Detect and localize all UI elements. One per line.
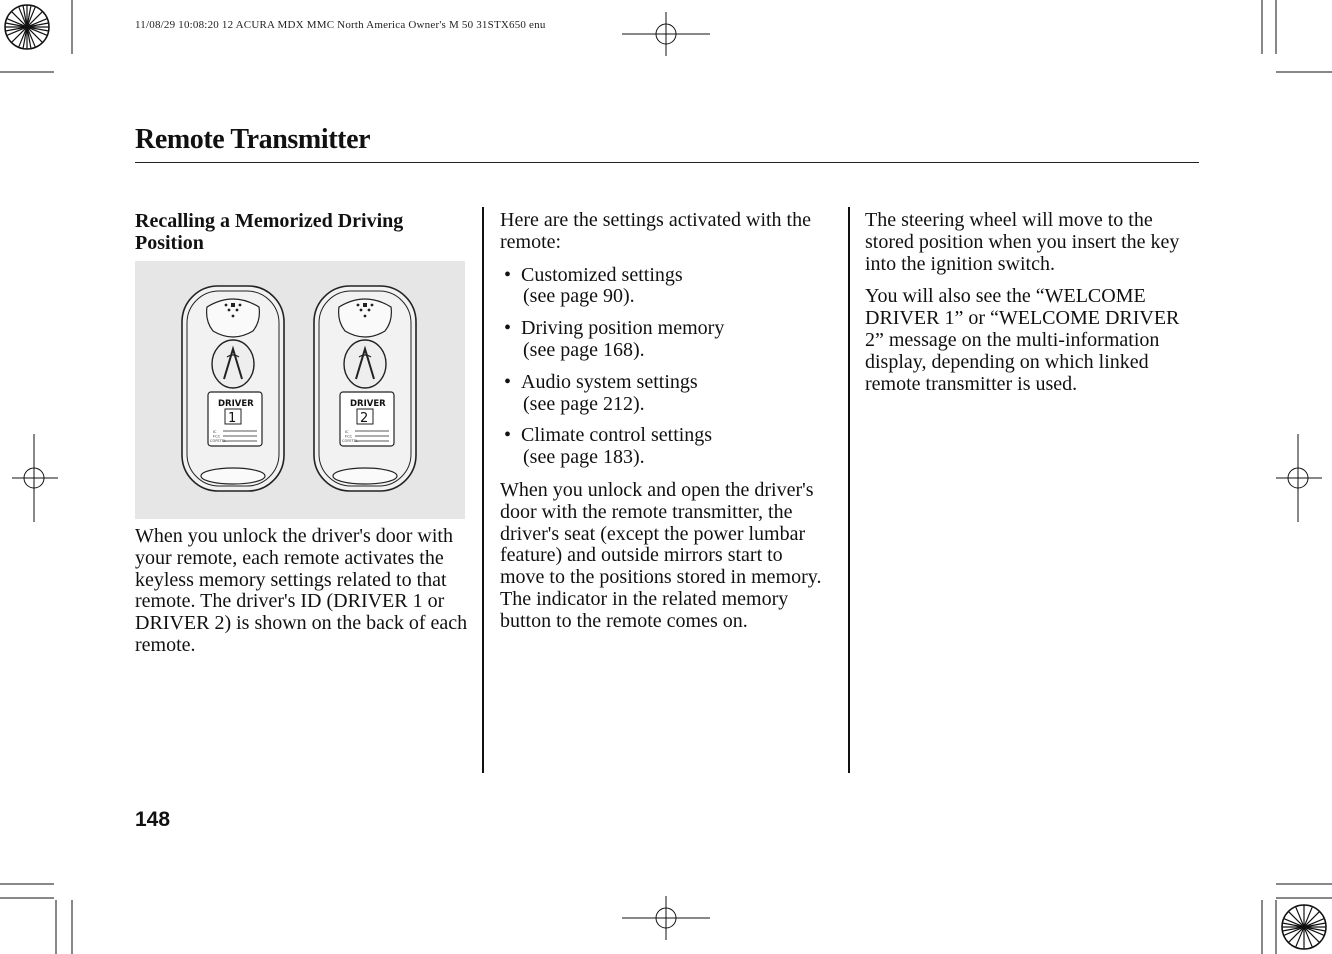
remote-transmitter-1 xyxy=(182,286,284,491)
column-1 xyxy=(135,210,470,254)
page-reference: (see page 183). xyxy=(523,446,645,469)
list-item: • Audio system settings (see page 212). xyxy=(500,372,830,416)
column-divider-1 xyxy=(482,207,484,773)
remote-transmitters-illustration xyxy=(135,261,465,519)
welcome-message-paragraph: You will also see the “WELCOME DRIVER 1” or “WELCOME DRIVER 2” message on the multi-information display, depending on which linked remote transmitter is used. xyxy=(865,285,1180,395)
section-heading: Recalling a Memorized Driving Position xyxy=(135,210,404,254)
remote-1-number: 1 xyxy=(228,411,237,426)
registration-mark-bottom-right xyxy=(1254,880,1332,954)
settings-intro: Here are the settings activated with the remote: xyxy=(500,209,811,253)
crop-mark-bottom-left xyxy=(0,880,80,954)
list-item: • Climate control settings (see page 183). xyxy=(500,425,830,469)
column-2 xyxy=(500,210,830,644)
column-2-paragraph: When you unlock and open the driver's door with the remote transmitter, the driver's seat (except the power lumbar feature) and outside mirrors start to move to the positions stored in memory. The indicator in the related memory button to the remote comes on. xyxy=(500,478,822,632)
bullet-icon: • xyxy=(504,424,512,447)
remote-1-label: DRIVER xyxy=(218,399,254,409)
column-1-paragraph: When you unlock the driver's door with your remote, each remote activates the keyless memory settings related to that remote. The driver's ID (DRIVER 1 or DRIVER 2) is shown on the back of each remote. xyxy=(135,525,468,656)
svg-text:COFETEL: COFETEL xyxy=(342,439,359,443)
page-number: 148 xyxy=(135,808,171,831)
svg-text:FCC: FCC xyxy=(213,434,221,439)
column-3 xyxy=(865,210,1199,406)
crosshair-mark-left-middle xyxy=(12,434,58,522)
remote-transmitters-figure xyxy=(135,261,465,519)
list-item: • Driving position memory (see page 168). xyxy=(500,318,830,362)
crosshair-mark-right-middle xyxy=(1276,434,1322,522)
bullet-icon: • xyxy=(504,370,512,393)
title-divider xyxy=(135,162,1199,163)
crosshair-mark-bottom-center xyxy=(622,896,710,942)
crop-mark-top-right xyxy=(1254,0,1332,80)
svg-text:COFETEL: COFETEL xyxy=(210,439,227,443)
bullet-icon: • xyxy=(504,263,512,286)
svg-text:IC: IC xyxy=(213,430,217,434)
print-job-header: 11/08/29 10:08:20 12 ACURA MDX MMC North America Owner's M 50 31STX650 enu xyxy=(135,19,546,31)
settings-list xyxy=(500,265,830,469)
page-reference: (see page 90). xyxy=(523,285,635,308)
page-title: Remote Transmitter xyxy=(135,124,371,155)
list-item: • Customized settings (see page 90). xyxy=(500,265,830,309)
crosshair-mark-top-center xyxy=(622,12,710,58)
remote-transmitter-2 xyxy=(314,286,416,491)
page-reference: (see page 168). xyxy=(523,338,645,361)
bullet-icon: • xyxy=(504,317,512,340)
column-1-body xyxy=(135,526,470,668)
column-divider-2 xyxy=(848,207,850,773)
steering-wheel-paragraph: The steering wheel will move to the stored position when you insert the key into the ignition switch. xyxy=(865,209,1180,275)
page-reference: (see page 212). xyxy=(523,392,645,415)
svg-text:FCC: FCC xyxy=(345,434,353,439)
registration-mark-top-left xyxy=(0,0,90,90)
svg-text:IC: IC xyxy=(345,430,349,434)
remote-2-number: 2 xyxy=(360,411,369,426)
remote-2-label: DRIVER xyxy=(350,399,386,409)
